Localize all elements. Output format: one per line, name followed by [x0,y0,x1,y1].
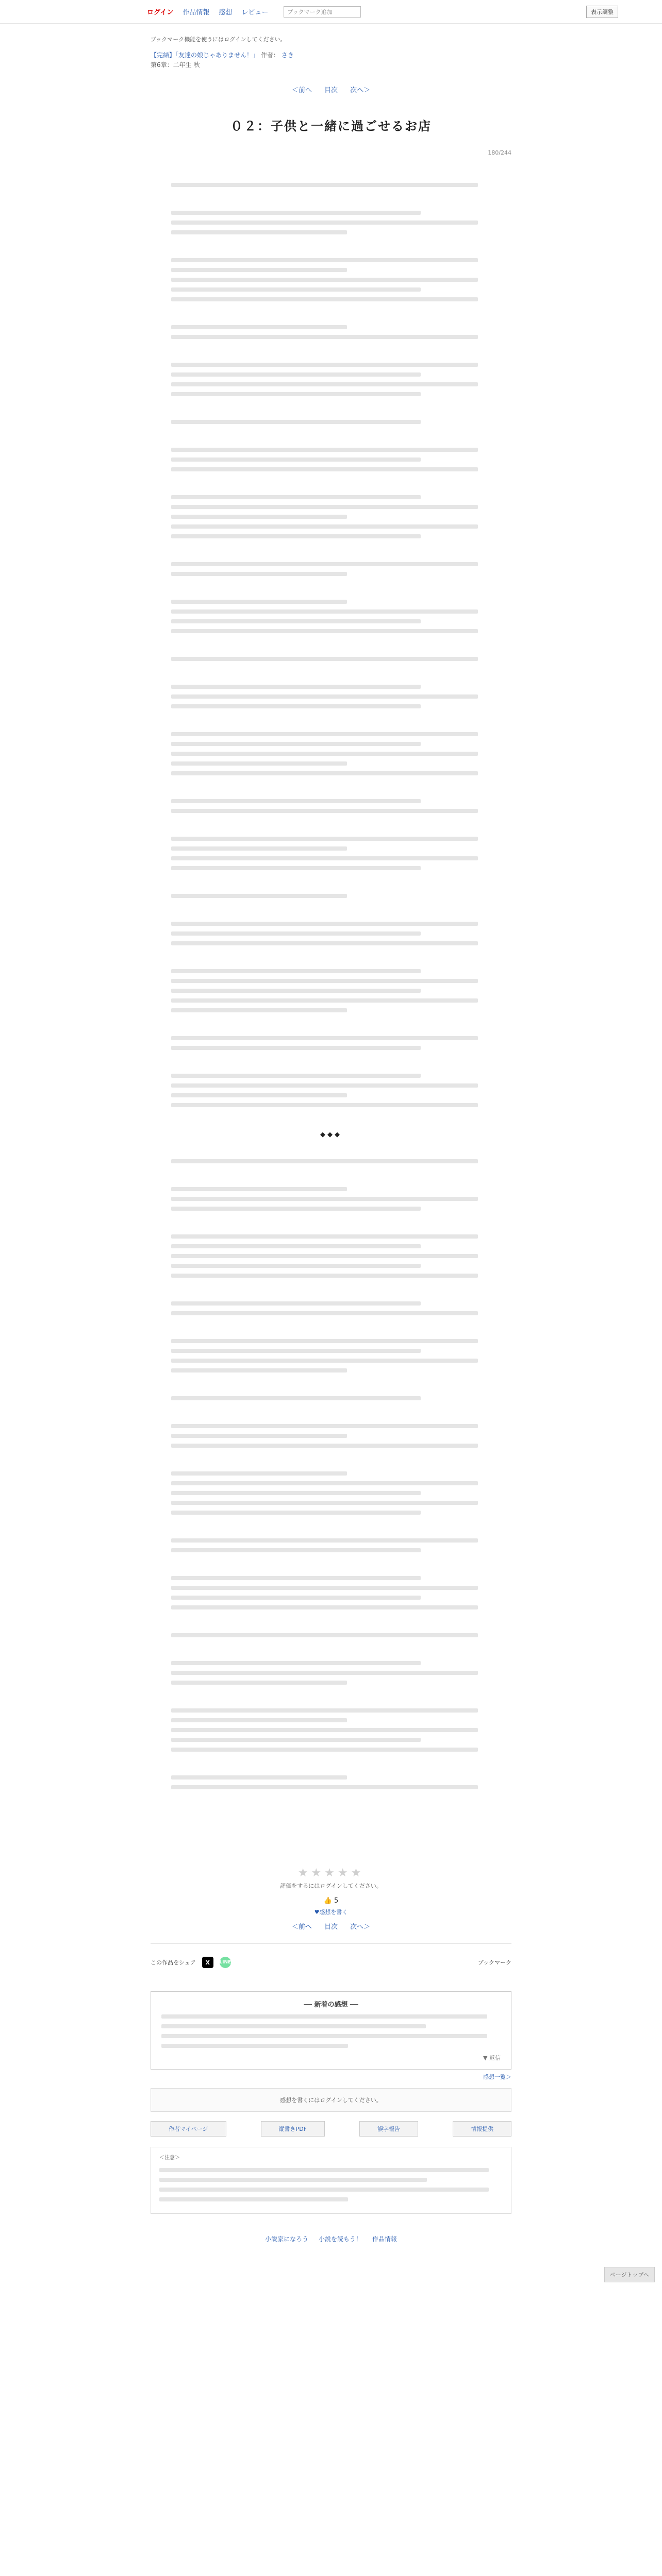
footer-list-link[interactable]: 小説を読もう！ [318,2235,362,2243]
novel-meta [151,50,511,70]
login-notice: ブックマーク機能を使うにはログインしてください。 [151,36,286,43]
paragraph [171,183,491,187]
paragraph [171,837,491,870]
review-reply-link[interactable]: ▼ 返信 [483,2055,501,2062]
paragraph [171,1471,491,1515]
share-bar [151,1943,511,1981]
chapter-title: ０２：子供と一緒に過ごせるお店 [230,119,432,134]
paragraph [171,894,491,898]
paragraph [171,1538,491,1552]
paragraph [171,1576,491,1609]
prev-link-bottom[interactable]: ＜前へ [291,1923,312,1931]
next-link[interactable]: 次へ＞ [350,87,371,95]
series-title-link[interactable]: 【完結】「友達の娘じゃありません！」 [151,52,259,59]
review-link[interactable]: レビュー [241,9,269,16]
paragraph [171,1339,491,1372]
scene-separator: ◆◆◆ [320,1131,342,1139]
typo-report-button[interactable]: 誤字報告 [359,2121,418,2137]
paragraph [171,1775,491,1789]
paragraph [171,1187,491,1211]
display-settings-button[interactable]: 表示調整 [586,6,618,18]
bookmark-button[interactable]: ブックマーク [477,1959,511,1967]
paragraph [171,1234,491,1278]
chapter-nav-bottom [151,1921,511,1931]
feeling-link[interactable]: 感想 [219,9,233,16]
author-page-button[interactable]: 作者マイページ [151,2121,226,2137]
latest-review-box [151,1991,511,2070]
site-footer [151,2234,511,2259]
episode-label: 第6章：二年生 秋 [151,61,200,69]
paragraph [171,657,491,661]
vertical-pdf-button[interactable]: 縦書きPDF [261,2121,325,2137]
paragraph [171,1424,491,1448]
paragraph [171,1708,491,1752]
toc-link-bottom[interactable]: 目次 [324,1923,338,1931]
paragraph [171,1661,491,1685]
paragraph [171,562,491,576]
star-rating[interactable]: ★★★★★ [297,1867,365,1880]
next-link-bottom[interactable]: 次へ＞ [350,1923,371,1931]
paragraph [171,922,491,945]
paragraph [171,258,491,301]
episode-count: 180/244 [488,149,511,156]
paragraph [171,1301,491,1315]
notes-title: ＜注意＞ [159,2155,180,2161]
paragraph [171,600,491,633]
paragraph [171,732,491,775]
paragraph [171,1633,491,1637]
paragraph [171,685,491,708]
paragraph [171,420,491,424]
like-button[interactable]: 👍 5 [323,1897,339,1905]
paragraph [171,211,491,234]
paragraph [171,799,491,813]
paragraph [171,495,491,538]
paragraph [171,325,491,339]
line-share-icon[interactable]: LINE [220,1957,231,1968]
login-to-review[interactable]: 感想を書くにはログインしてください。 [151,2088,511,2112]
prev-link[interactable]: ＜前へ [291,87,312,95]
share-label: この作品をシェア [151,1959,196,1967]
footer-info-link[interactable]: 作品情報 [372,2235,397,2243]
chapter-body [151,183,511,1789]
notes-box [151,2147,511,2214]
rating-section [151,1867,511,1931]
author-link[interactable]: さき [281,52,294,59]
login-link[interactable]: ログイン [147,9,174,16]
toc-link[interactable]: 目次 [324,87,338,95]
author-label: 作者： [260,52,279,59]
top-navigation-bar [0,0,662,24]
review-footer [161,2054,501,2062]
paragraph [171,448,491,471]
rating-hint: 評価をするにはログインしてください。 [280,1883,382,1890]
chapter-nav-top [151,84,511,94]
review-list-link[interactable]: 感想一覧＞ [483,2074,511,2081]
author-action-buttons [151,2121,511,2137]
bookmark-add-box[interactable]: ブックマーク追加 [284,6,361,18]
write-feeling-link[interactable]: ♥感想を書く [314,1909,348,1916]
paragraph [171,363,491,396]
page-top-tab[interactable]: ページトップへ [604,2267,655,2282]
paragraph [171,969,491,1012]
works-link[interactable]: 作品情報 [183,9,210,16]
footer-top-link[interactable]: 小説家になろう [265,2235,309,2243]
x-share-icon[interactable]: X [202,1957,213,1968]
review-body [161,2014,501,2048]
paragraph [171,1074,491,1107]
info-provide-button[interactable]: 情報提供 [453,2121,511,2137]
review-box-title: ── 新着の感想 ── [304,2001,358,2009]
paragraph [171,1036,491,1050]
paragraph [171,1396,491,1400]
paragraph [171,1159,491,1163]
main-content [151,35,511,2259]
